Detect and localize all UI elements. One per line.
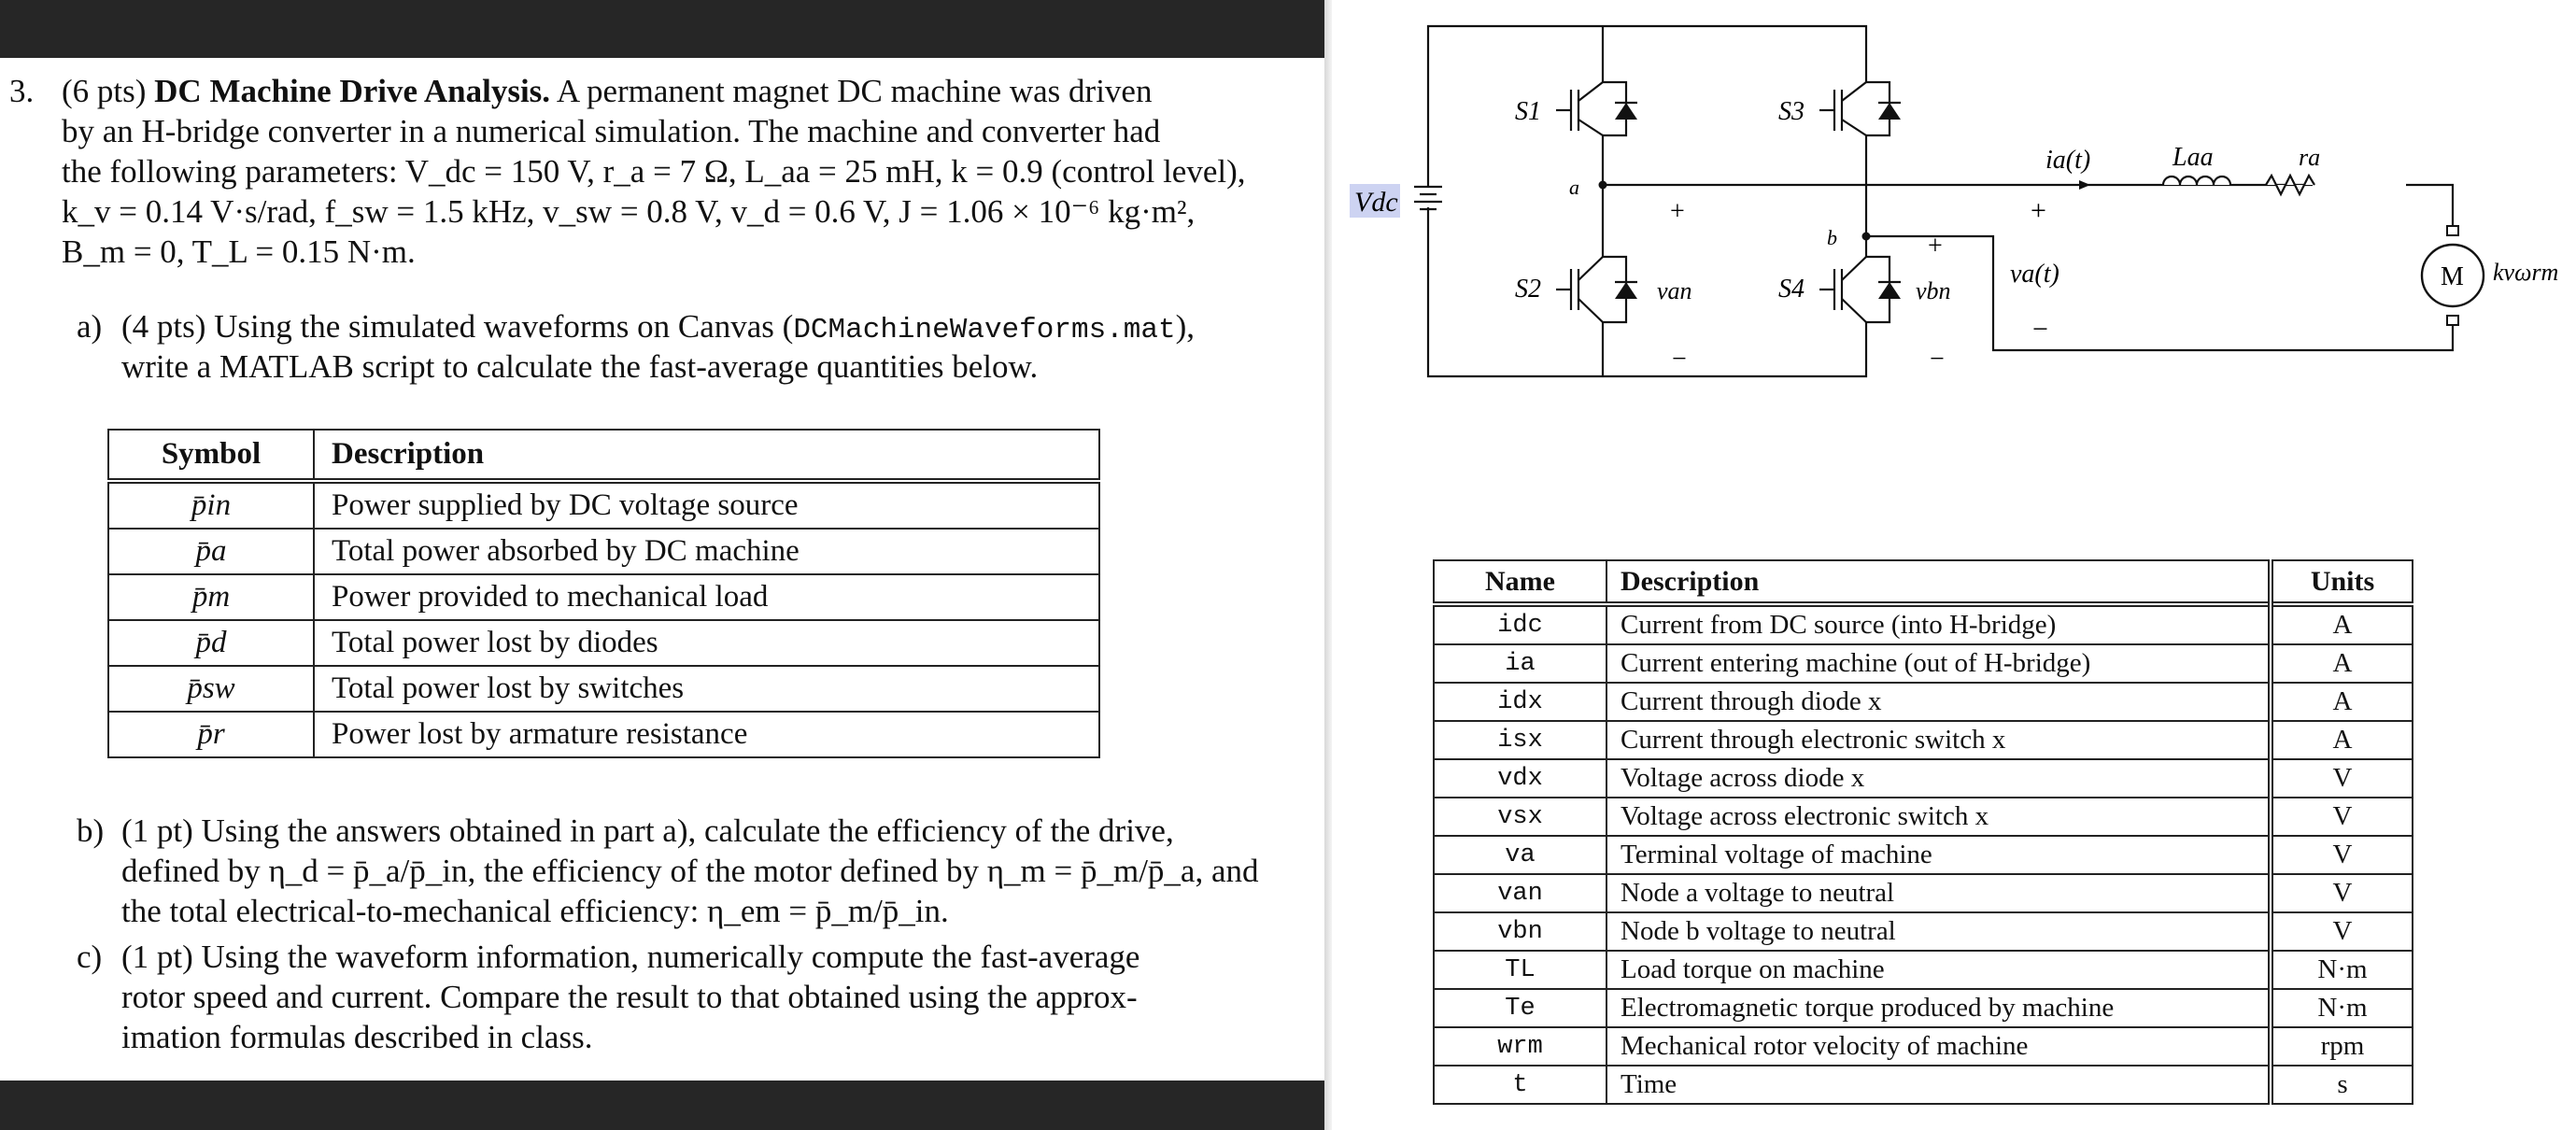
node-b-label: b	[1827, 226, 1837, 249]
table-row	[1434, 951, 2413, 989]
table-row	[108, 620, 1099, 666]
symbol-cell: p̄sw	[108, 666, 314, 712]
vdc-label: Vdc	[1354, 187, 1398, 218]
part-c-line-1: (1 pt) Using the waveform information, numerically compute the fast-average	[121, 939, 1140, 975]
variable-units: A	[2271, 721, 2413, 759]
switch-label-s4: S4	[1778, 275, 1805, 304]
motor-label: M	[2441, 262, 2464, 291]
diode-icon	[1615, 103, 1637, 120]
igbt-switch-icon	[1819, 82, 1890, 135]
switch-label-s1: S1	[1515, 97, 1541, 126]
description-cell: Total power absorbed by DC machine	[314, 529, 1099, 574]
viewer-top-bar	[0, 0, 1324, 58]
variable-name: TL	[1434, 951, 1606, 989]
problem-number: 3.	[9, 73, 35, 109]
viewer-bottom-bar	[0, 1081, 1324, 1130]
table-row	[1434, 912, 2413, 951]
variable-description: Voltage across diode x	[1606, 759, 2271, 798]
back-emf-label: kvωrm	[2493, 259, 2559, 286]
table-row	[108, 712, 1099, 757]
variable-name: ia	[1434, 644, 1606, 683]
current-label: ia(t)	[2045, 146, 2091, 175]
variable-name: van	[1434, 874, 1606, 912]
diode-icon	[1878, 282, 1901, 299]
table-row	[1434, 798, 2413, 836]
variable-units: V	[2271, 912, 2413, 951]
variable-description: Terminal voltage of machine	[1606, 836, 2271, 874]
units-header: Units	[2271, 560, 2413, 604]
problem-stem-line-3: the following parameters: V_dc = 150 V, r_a = 7 Ω, L_aa = 25 mH, k = 0.9 (control level),	[62, 153, 1246, 190]
table-row	[108, 574, 1099, 620]
va-label: va(t)	[2010, 260, 2059, 289]
symbol-cell: p̄m	[108, 574, 314, 620]
variable-name: isx	[1434, 721, 1606, 759]
description-header: Description	[314, 430, 1099, 481]
variable-name: wrm	[1434, 1027, 1606, 1066]
description-cell: Power supplied by DC voltage source	[314, 481, 1099, 529]
problem-stem-line-4: k_v = 0.14 V·s/rad, f_sw = 1.5 kHz, v_sw = 0.8 V, v_d = 0.6 V, J = 1.06 × 10⁻⁶ kg·m²,	[62, 193, 1196, 230]
variable-name: t	[1434, 1066, 1606, 1104]
symbol-cell: p̄in	[108, 481, 314, 529]
inductor-icon	[2163, 177, 2230, 185]
table-row	[1434, 1027, 2413, 1066]
variable-description: Current from DC source (into H-bridge)	[1606, 604, 2271, 644]
variable-name: idc	[1434, 604, 1606, 644]
problem-stem-line-5: B_m = 0, T_L = 0.15 N·m.	[62, 233, 416, 270]
description-cell: Total power lost by diodes	[314, 620, 1099, 666]
table-row	[1434, 721, 2413, 759]
igbt-switch-icon	[1556, 257, 1626, 322]
variable-units: A	[2271, 683, 2413, 721]
part-a-line-1a: (4 pts) Using the simulated waveforms on Canvas (	[121, 308, 794, 345]
part-c-line-3: imation formulas described in class.	[121, 1019, 593, 1055]
variable-description: Current entering machine (out of H-bridge)	[1606, 644, 2271, 683]
switch-label-s2: S2	[1515, 275, 1541, 304]
table-row	[1434, 989, 2413, 1027]
diode-icon	[1615, 282, 1637, 299]
node-a-label: a	[1569, 176, 1579, 199]
table-row	[1434, 604, 2413, 644]
variable-description: Node a voltage to neutral	[1606, 874, 2271, 912]
problem-stem-line-2: by an H-bridge converter in a numerical simulation. The machine and converter had	[62, 113, 1161, 149]
part-a-label: a)	[77, 308, 103, 345]
variable-description: Current through diode x	[1606, 683, 2271, 721]
vbn-minus: −	[1930, 345, 1945, 374]
variable-units: s	[2271, 1066, 2413, 1104]
va-minus: −	[2032, 314, 2048, 345]
variable-table-header	[1434, 560, 2413, 604]
switch-label-s3: S3	[1778, 97, 1805, 126]
vbn-label: vbn	[1916, 277, 1951, 304]
problem-points: (6 pts)	[62, 73, 147, 109]
symbol-table-header	[108, 430, 1099, 481]
variable-units: A	[2271, 644, 2413, 683]
variable-units: V	[2271, 798, 2413, 836]
table-row	[1434, 1066, 2413, 1104]
part-a-filename: DCMachineWaveforms.mat	[793, 314, 1176, 346]
variable-name: va	[1434, 836, 1606, 874]
variable-units: V	[2271, 759, 2413, 798]
part-a-line-1c: ),	[1175, 308, 1195, 345]
dc-source-icon	[1414, 187, 1442, 209]
table-row	[108, 529, 1099, 574]
van-minus: −	[1672, 345, 1687, 374]
vbn-plus: +	[1928, 232, 1943, 261]
table-row	[1434, 874, 2413, 912]
igbt-switch-icon	[1556, 82, 1626, 135]
h-bridge-circuit-diagram	[1332, 0, 2576, 392]
table-row	[108, 666, 1099, 712]
variable-name: vsx	[1434, 798, 1606, 836]
van-label: van	[1657, 277, 1692, 304]
part-a-line-2: write a MATLAB script to calculate the fast-average quantities below.	[121, 348, 1039, 385]
current-arrow-icon	[2079, 180, 2090, 190]
description-cell: Power lost by armature resistance	[314, 712, 1099, 757]
part-b-label: b)	[77, 812, 105, 849]
variable-description: Electromagnetic torque produced by machine	[1606, 989, 2271, 1027]
variable-description: Voltage across electronic switch x	[1606, 798, 2271, 836]
variable-description: Time	[1606, 1066, 2271, 1104]
description-cell: Power provided to mechanical load	[314, 574, 1099, 620]
variable-description: Current through electronic switch x	[1606, 721, 2271, 759]
table-row	[1434, 644, 2413, 683]
table-row	[1434, 759, 2413, 798]
igbt-switch-icon	[1819, 257, 1890, 322]
pane-divider[interactable]	[1324, 0, 1332, 1130]
variable-name: vdx	[1434, 759, 1606, 798]
variable-name: Te	[1434, 989, 1606, 1027]
variable-units: rpm	[2271, 1027, 2413, 1066]
part-c-label: c)	[77, 939, 103, 975]
variable-name: vbn	[1434, 912, 1606, 951]
variable-units: V	[2271, 874, 2413, 912]
part-b-line-2: defined by η_d = p̄_a/p̄_in, the efficiency of the motor defined by η_m = p̄_m/p̄_a, and	[121, 853, 1259, 889]
van-plus: +	[1670, 197, 1685, 226]
part-b-line-3: the total electrical-to-mechanical efficiency: η_em = p̄_m/p̄_in.	[121, 893, 949, 929]
symbol-cell: p̄a	[108, 529, 314, 574]
variable-description: Node b voltage to neutral	[1606, 912, 2271, 951]
variable-description: Load torque on machine	[1606, 951, 2271, 989]
part-b-line-1: (1 pt) Using the answers obtained in part a), calculate the efficiency of the drive,	[121, 812, 1174, 849]
problem-stem	[62, 71, 1257, 272]
variable-units: N·m	[2271, 989, 2413, 1027]
variable-units: A	[2271, 604, 2413, 644]
table-row	[108, 481, 1099, 529]
node-a-dot	[1599, 181, 1607, 190]
resistor-label: ra	[2299, 144, 2321, 171]
symbol-cell: p̄r	[108, 712, 314, 757]
table-row	[1434, 683, 2413, 721]
problem-stem-line-1: A permanent magnet DC machine was driven	[556, 73, 1153, 109]
symbol-cell: p̄d	[108, 620, 314, 666]
va-plus: +	[2031, 195, 2046, 226]
inductor-label: Laa	[2173, 143, 2214, 172]
part-c-line-2: rotor speed and current. Compare the result to that obtained using the approx-	[121, 979, 1138, 1015]
resistor-icon	[2266, 176, 2314, 194]
problem-title: DC Machine Drive Analysis.	[154, 73, 551, 109]
symbol-header: Symbol	[108, 430, 314, 481]
variable-units: N·m	[2271, 951, 2413, 989]
variable-description: Mechanical rotor velocity of machine	[1606, 1027, 2271, 1066]
symbol-table	[107, 429, 1100, 758]
diode-icon	[1878, 103, 1901, 120]
variable-units: V	[2271, 836, 2413, 874]
name-header: Name	[1434, 560, 1606, 604]
table-row	[1434, 836, 2413, 874]
node-b-dot	[1862, 233, 1871, 241]
variable-table	[1433, 559, 2413, 1105]
description-cell: Total power lost by switches	[314, 666, 1099, 712]
description-header: Description	[1606, 560, 2271, 604]
variable-name: idx	[1434, 683, 1606, 721]
